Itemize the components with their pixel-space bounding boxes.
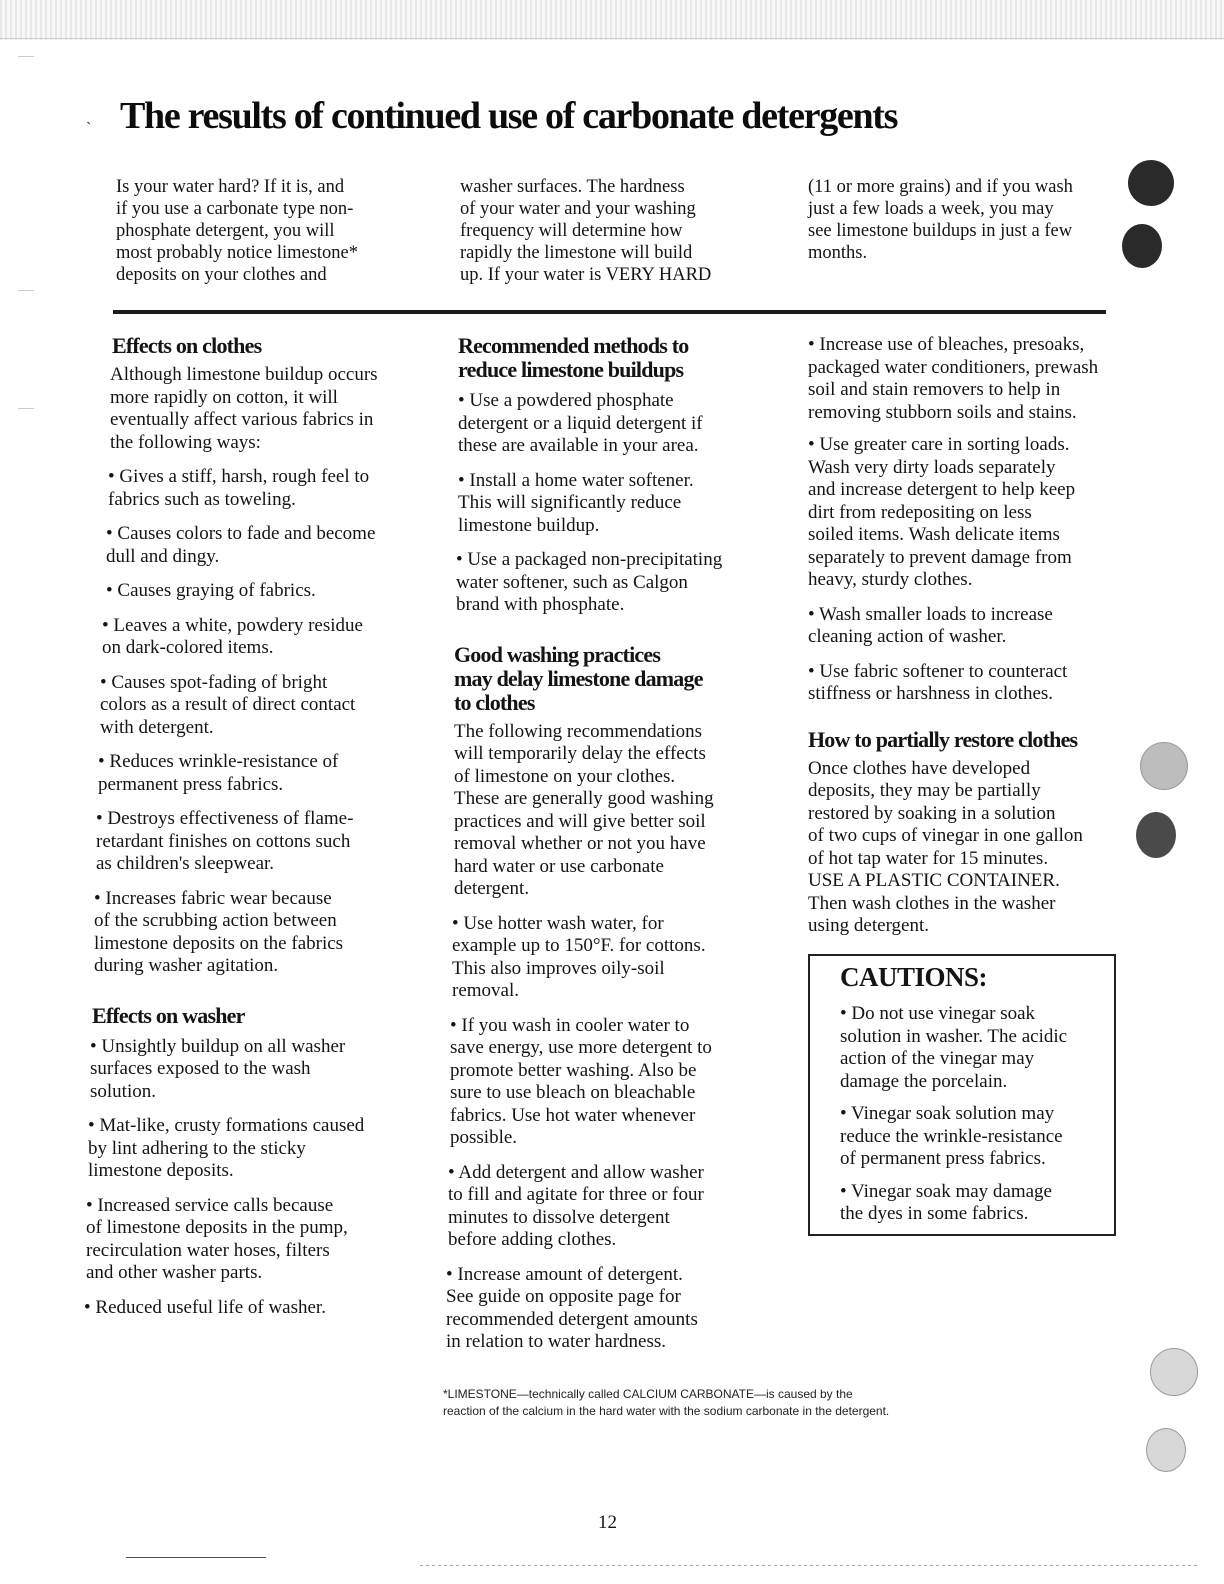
page-title: The results of continued use of carbonate detergents	[120, 95, 898, 137]
section-divider	[113, 310, 1106, 314]
practices-bullet: • Increase amount of detergent. See guide on opposite page for recommended detergent amounts in relation to water hardness.	[446, 1263, 698, 1352]
caution-bullet: • Vinegar soak may damage the dyes in some fabrics.	[840, 1180, 1052, 1224]
clothes-bullet: • Causes colors to fade and become dull and dingy.	[106, 523, 376, 567]
practices-lead: The following recommendations will temporarily delay the effects of limestone on your clothes. These are generally good washing practices and will give better soil removal whether or not you have hard water or use carbonate detergent.	[454, 720, 714, 899]
heading-effects-on-washer: Effects on washer	[92, 1002, 245, 1028]
clothes-bullet: • Causes graying of fabrics.	[106, 580, 316, 601]
practices-bullet: • Increase use of bleaches, presoaks, packaged water conditioners, prewash soil and stain removers to help in removing stubborn soils and stains.	[808, 334, 1099, 423]
binder-hole-mark	[1140, 742, 1188, 790]
washer-bullet: • Unsightly buildup on all washer surfaces exposed to the wash solution.	[90, 1035, 346, 1102]
cautions-heading: CAUTIONS:	[840, 962, 988, 992]
margin-mark	[18, 290, 34, 291]
clothes-lead: Although limestone buildup occurs more rapidly on cotton, it will eventually affect various fabrics in the following ways:	[110, 364, 378, 453]
heading-recommended-methods: Recommended methods to reduce limestone buildups	[458, 333, 689, 382]
practices-bullet: • Add detergent and allow washer to fill and agitate for three or four minutes to dissolve detergent before adding clothes.	[448, 1161, 704, 1250]
column-practices-continued	[808, 334, 1118, 950]
clothes-bullet: • Causes spot-fading of bright colors as a result of direct contact with detergent.	[100, 671, 356, 738]
intro-paragraph-1: Is your water hard? If it is, and if you use a carbonate type non- phosphate detergent, you will most probably notice limestone* deposits on your clothes and	[116, 177, 358, 285]
caution-bullet: • Vinegar soak solution may reduce the wrinkle-resistance of permanent press fabrics.	[840, 1103, 1063, 1169]
scan-blue-line	[126, 1557, 266, 1558]
clothes-bullet: • Gives a stiff, harsh, rough feel to fabrics such as toweling.	[108, 466, 370, 510]
clothes-bullet: • Increases fabric wear because of the scrubbing action between limestone deposits on the fabrics during washer agitation.	[94, 887, 344, 976]
scan-top-edge	[0, 38, 1224, 39]
practices-bullet: • Use greater care in sorting loads. Wash very dirty loads separately and increase detergent to help keep dirt from redepositing on less soiled items. Wash delicate items separately to prevent damage from heavy, sturdy clothes.	[808, 434, 1076, 590]
scan-top-band	[0, 0, 1224, 40]
intro-paragraph-2: washer surfaces. The hardness of your water and your washing frequency will determine how rapidly the limestone will build up. If your water is VERY HARD	[460, 177, 712, 285]
methods-bullet: • Install a home water softener. This will significantly reduce limestone buildup.	[458, 469, 694, 536]
margin-mark	[18, 408, 34, 409]
column-methods	[446, 334, 766, 1366]
binder-hole-mark	[1146, 1428, 1186, 1472]
heading-good-washing-practices: Good washing practices may delay limestone damage to clothes	[454, 641, 703, 715]
washer-bullet: • Reduced useful life of washer.	[84, 1296, 326, 1318]
washer-bullet: • Increased service calls because of limestone deposits in the pump, recirculation water hoses, filters and other washer parts.	[86, 1194, 348, 1283]
caution-bullet: • Do not use vinegar soak solution in washer. The acidic action of the vinegar may damage the porcelain.	[840, 1003, 1068, 1092]
clothes-bullet: • Destroys effectiveness of flame- retardant finishes on cottons such as children's sleepwear.	[96, 808, 354, 874]
practices-bullet: • If you wash in cooler water to save energy, use more detergent to promote better washing. Also be sure to use bleach on bleachable fabrics. Use hot water whenever possible.	[450, 1014, 712, 1148]
binder-hole-mark	[1128, 160, 1174, 206]
binder-hole-mark	[1122, 224, 1162, 268]
practices-bullet: • Use fabric softener to counteract stiffness or harshness in clothes.	[808, 660, 1068, 704]
margin-mark	[18, 56, 34, 57]
practices-bullet: • Use hotter wash water, for example up to 150°F. for cottons. This also improves oily-soil removal.	[452, 912, 706, 1001]
limestone-footnote: *LIMESTONE—technically called CALCIUM CARBONATE—is caused by the reaction of the calcium in the hard water with the sodium carbonate in the detergent.	[443, 1387, 890, 1418]
scan-bottom-edge	[420, 1565, 1200, 1566]
methods-bullet: • Use a packaged non-precipitating water softener, such as Calgon brand with phosphate.	[456, 549, 723, 615]
restore-body: Once clothes have developed deposits, they may be partially restored by soaking in a solution of two cups of vinegar in one gallon of hot tap water for 15 minutes. USE A PLASTIC CONTAINER. Then wash clothes in the washer using detergent.	[808, 757, 1083, 936]
title-bullet-mark: ˏ	[86, 108, 92, 125]
methods-bullet: • Use a powdered phosphate detergent or a liquid detergent if these are available in your area.	[458, 390, 703, 456]
clothes-bullet: • Reduces wrinkle-resistance of permanent press fabrics.	[98, 751, 339, 795]
page-number: 12	[598, 1512, 617, 1533]
binder-hole-mark	[1136, 812, 1176, 858]
binder-hole-mark	[1150, 1348, 1198, 1396]
column-effects	[84, 333, 418, 1331]
heading-restore-clothes: How to partially restore clothes	[808, 726, 1078, 752]
intro-paragraph-3: (11 or more grains) and if you wash just a few loads a week, you may see limestone buildups in just a few months.	[808, 177, 1073, 263]
heading-effects-on-clothes: Effects on clothes	[112, 333, 262, 358]
washer-bullet: • Mat-like, crusty formations caused by lint adhering to the sticky limestone deposits.	[88, 1115, 365, 1181]
practices-bullet: • Wash smaller loads to increase cleaning action of washer.	[808, 603, 1053, 647]
clothes-bullet: • Leaves a white, powdery residue on dark-colored items.	[102, 614, 363, 658]
cautions-box	[808, 954, 1116, 1236]
